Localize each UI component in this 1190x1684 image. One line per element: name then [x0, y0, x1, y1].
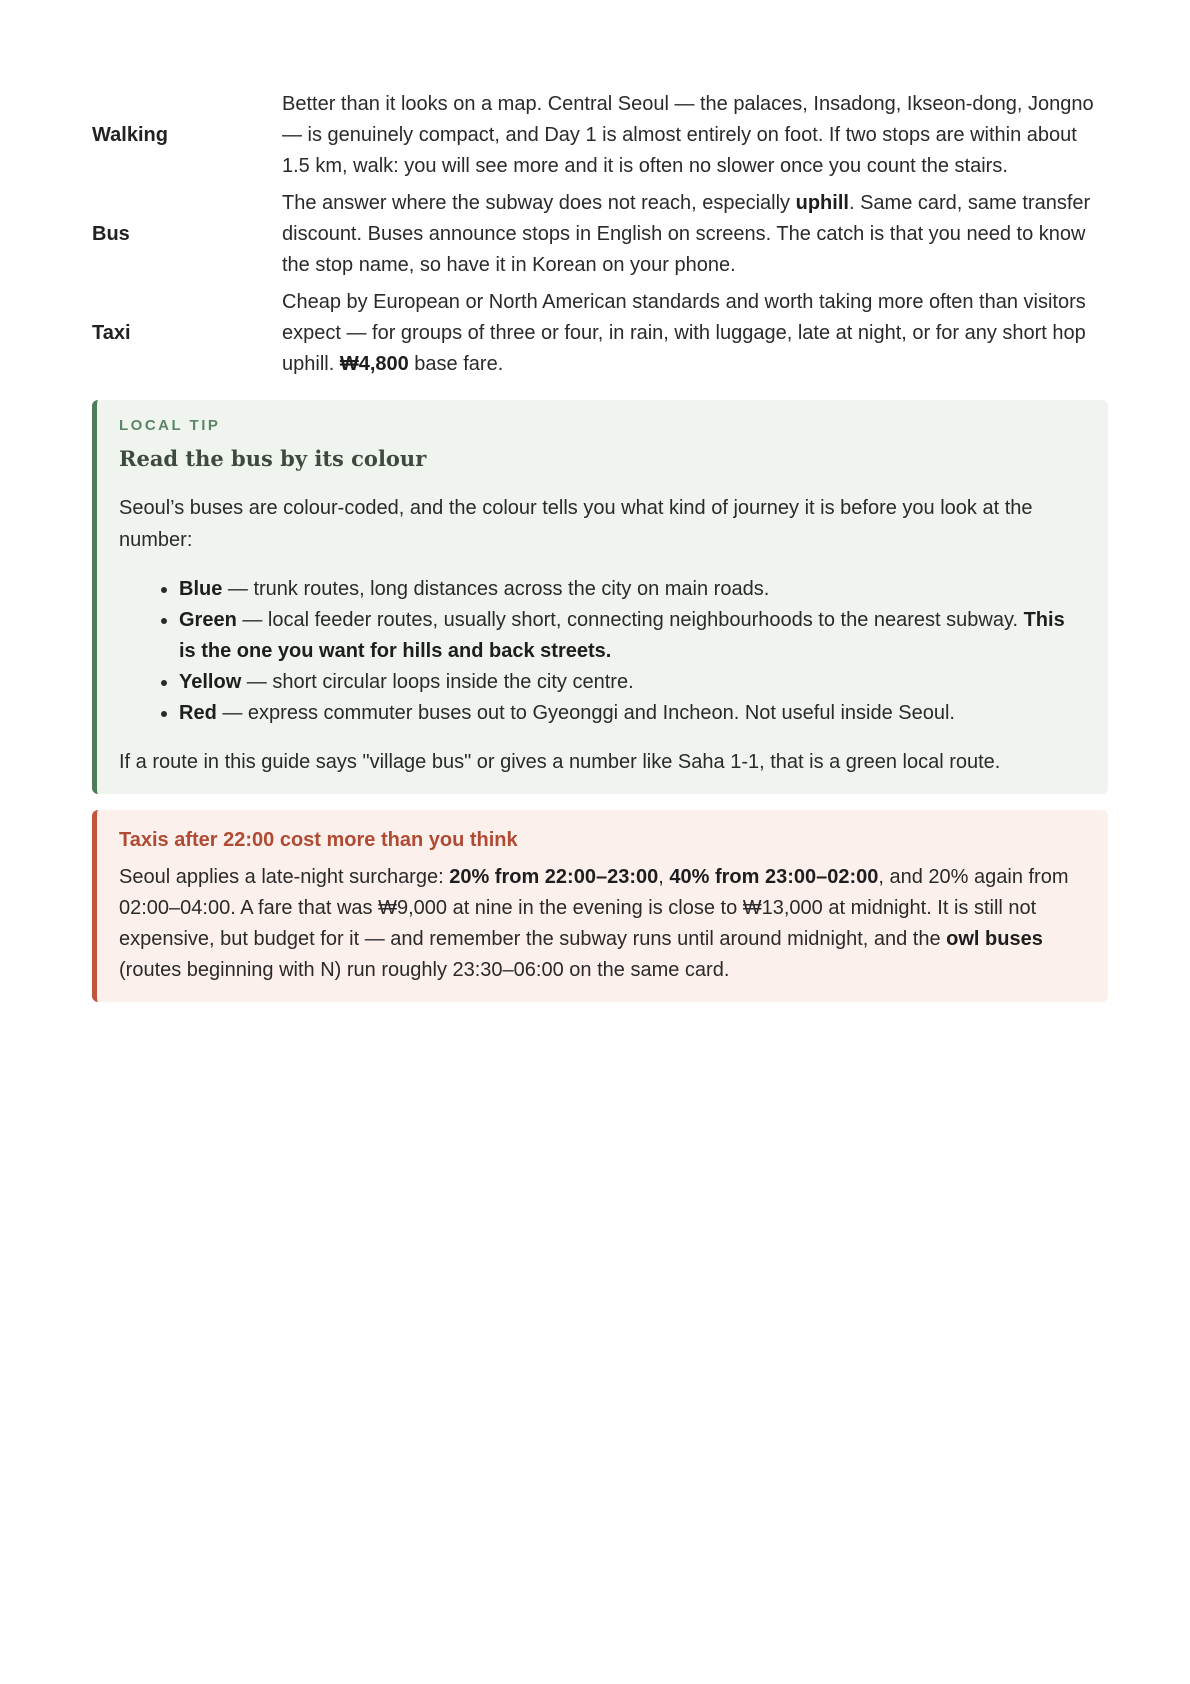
local-tip-callout	[92, 400, 1108, 794]
warning-body: Seoul applies a late-night surcharge: 20% from 22:00–23:00, 40% from 23:00–02:00, and 20% again from 02:00–04:00. A fare that was ₩9,000 at nine in the evening is close to ₩13,000 at midnight. It is still not expensive, but budget for it — and remember the subway runs until around midnight, and the owl buses (routes beginning with N) run roughly 23:30–06:00 on the same card.	[119, 866, 1069, 981]
warning-title: Taxis after 22:00 cost more than you think	[119, 829, 518, 851]
list-item: • Yellow — short circular loops inside the city centre.	[179, 667, 1084, 698]
tip-intro: Seoul’s buses are colour-coded, and the colour tells you what kind of journey it is before you look at the number:	[119, 497, 1033, 551]
guide-page	[92, 86, 1108, 1002]
tip-outro: If a route in this guide says "village bus" or gives a number like Saha 1-1, that is a green local route.	[119, 751, 1001, 773]
mode-description-taxi: Cheap by European or North American standards and worth taking more often than visitors expect — for groups of three or four, in rain, with luggage, late at night, or for any short hop uphill. ₩4,800 base fare.	[282, 291, 1086, 375]
mode-description-walking: Better than it looks on a map. Central Seoul — the palaces, Insadong, Ikseon-dong, Jongno — is genuinely compact, and Day 1 is almost entirely on foot. If two stops are within about 1.5 km, walk: you will see more and it is often no slower once you count the stairs.	[282, 93, 1094, 177]
list-item: • Red — express commuter buses out to Gyeonggi and Incheon. Not useful inside Seoul.	[179, 698, 1084, 729]
mode-label-taxi: Taxi	[92, 322, 131, 344]
table-row	[92, 185, 1108, 284]
table-row	[92, 284, 1108, 383]
list-item: • Green — local feeder routes, usually short, connecting neighbourhoods to the nearest subway. This is the one you want for hills and back streets.	[179, 605, 1084, 667]
mode-description-bus: The answer where the subway does not reach, especially uphill. Same card, same transfer discount. Buses announce stops in English on screens. The catch is that you need to know the stop name, so have it in Korean on your phone.	[282, 192, 1091, 276]
bus-colour-list	[119, 574, 1084, 729]
late-night-warning-callout	[92, 810, 1108, 1002]
mode-label-bus: Bus	[92, 223, 130, 245]
table-row	[92, 86, 1108, 185]
tip-title: Read the bus by its colour	[119, 446, 427, 471]
transport-options-table	[92, 86, 1108, 383]
tip-kicker: LOCAL TIP	[119, 417, 221, 434]
mode-label-walking: Walking	[92, 124, 168, 146]
list-item: • Blue — trunk routes, long distances across the city on main roads.	[179, 574, 1084, 605]
